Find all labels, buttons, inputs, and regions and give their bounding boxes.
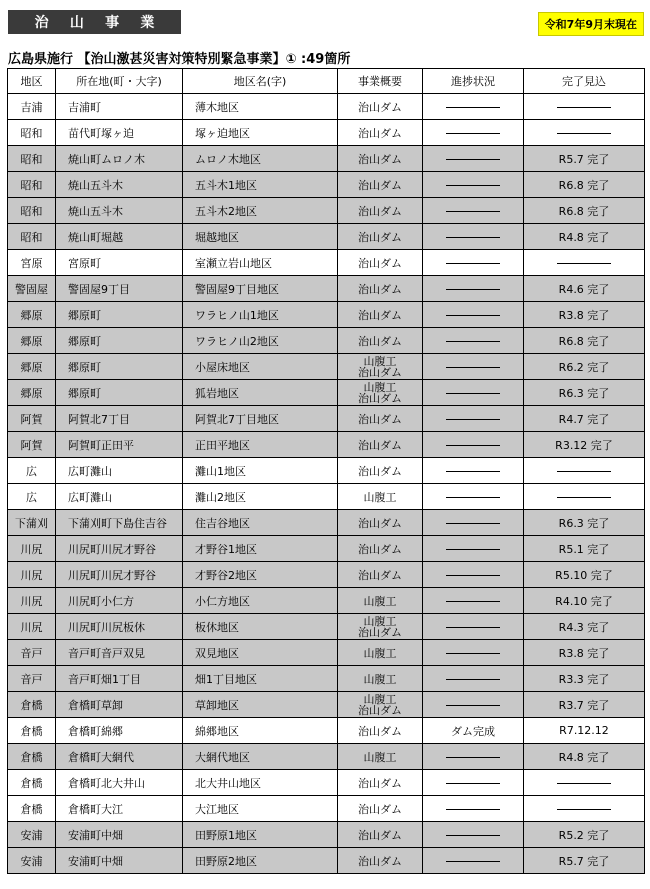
cell-location: 焼山五斗木 (56, 172, 183, 198)
title-char: 山 (69, 15, 84, 31)
cell-completion (524, 770, 645, 796)
cell-work: 治山ダム (338, 796, 423, 822)
cell-completion (524, 796, 645, 822)
cell-work (338, 614, 423, 640)
table-row (8, 198, 645, 224)
empty-dash (446, 861, 500, 862)
cell-location: 川尻町川尻板休 (56, 614, 183, 640)
cell-location: 苗代町塚ヶ迫 (56, 120, 183, 146)
empty-dash (557, 263, 611, 264)
cell-district: 広 (8, 458, 56, 484)
work-item: 治山ダム (358, 365, 402, 379)
cell-district: 音戸 (8, 666, 56, 692)
empty-dash (446, 393, 500, 394)
empty-dash (446, 471, 500, 472)
cell-location: 広町灘山 (56, 458, 183, 484)
cell-location: 安浦町中畑 (56, 822, 183, 848)
cell-work: 治山ダム (338, 198, 423, 224)
cell-work: 治山ダム (338, 224, 423, 250)
empty-dash (446, 809, 500, 810)
cell-site: ワラヒノ山1地区 (183, 302, 338, 328)
cell-work: 治山ダム (338, 822, 423, 848)
work-stack (338, 382, 422, 404)
cell-work (338, 380, 423, 406)
work-stack (338, 356, 422, 378)
cell-progress (423, 172, 524, 198)
cell-site: 田野原2地区 (183, 848, 338, 874)
cell-location: 焼山町堀越 (56, 224, 183, 250)
cell-completion: R6.2 完了 (524, 354, 645, 380)
cell-completion (524, 250, 645, 276)
empty-dash (446, 107, 500, 108)
cell-site: 小屋床地区 (183, 354, 338, 380)
work-item: 山腹工 (363, 354, 397, 368)
table-row (8, 146, 645, 172)
cell-progress (423, 354, 524, 380)
empty-dash (446, 679, 500, 680)
work-stack (338, 694, 422, 716)
cell-work: 山腹工 (338, 744, 423, 770)
title-char: 業 (140, 15, 155, 31)
cell-site: 塚ヶ迫地区 (183, 120, 338, 146)
cell-progress (423, 848, 524, 874)
work-stack (338, 616, 422, 638)
cell-site: 灘山2地区 (183, 484, 338, 510)
cell-location: 川尻町川尻才野谷 (56, 562, 183, 588)
cell-progress (423, 640, 524, 666)
cell-completion: R3.8 完了 (524, 302, 645, 328)
empty-dash (446, 601, 500, 602)
table-row (8, 614, 645, 640)
cell-work: 治山ダム (338, 172, 423, 198)
cell-progress (423, 770, 524, 796)
cell-progress (423, 302, 524, 328)
cell-site: 才野谷2地区 (183, 562, 338, 588)
empty-dash (557, 783, 611, 784)
empty-dash (446, 783, 500, 784)
table-row (8, 848, 645, 874)
empty-dash (446, 341, 500, 342)
cell-progress: ダム完成 (423, 718, 524, 744)
cell-location: 倉橋町綿郷 (56, 718, 183, 744)
cell-progress (423, 146, 524, 172)
table-row (8, 224, 645, 250)
cell-site: 双見地区 (183, 640, 338, 666)
cell-work (338, 692, 423, 718)
work-item: 山腹工 (363, 614, 397, 628)
cell-completion (524, 484, 645, 510)
cell-progress (423, 458, 524, 484)
empty-dash (446, 159, 500, 160)
work-item: 治山ダム (358, 391, 402, 405)
empty-dash (557, 133, 611, 134)
empty-dash (446, 237, 500, 238)
cell-location: 焼山町ムロノ木 (56, 146, 183, 172)
cell-progress (423, 614, 524, 640)
cell-district: 広 (8, 484, 56, 510)
cell-work: 治山ダム (338, 328, 423, 354)
cell-work: 治山ダム (338, 94, 423, 120)
cell-district: 昭和 (8, 146, 56, 172)
cell-site: 才野谷1地区 (183, 536, 338, 562)
cell-district: 川尻 (8, 614, 56, 640)
cell-district: 昭和 (8, 172, 56, 198)
cell-location: 倉橋町北大井山 (56, 770, 183, 796)
cell-site: 警固屋9丁目地区 (183, 276, 338, 302)
cell-location: 広町灘山 (56, 484, 183, 510)
cell-district: 吉浦 (8, 94, 56, 120)
table-row (8, 94, 645, 120)
cell-district: 阿賀 (8, 432, 56, 458)
cell-completion: R3.8 完了 (524, 640, 645, 666)
cell-location: 郷原町 (56, 302, 183, 328)
cell-site: ワラヒノ山2地区 (183, 328, 338, 354)
cell-district: 昭和 (8, 198, 56, 224)
cell-completion: R5.1 完了 (524, 536, 645, 562)
cell-progress (423, 484, 524, 510)
cell-site: 北大井山地区 (183, 770, 338, 796)
col-header-district: 地区 (8, 69, 56, 94)
empty-dash (446, 523, 500, 524)
cell-progress (423, 588, 524, 614)
cell-work: 治山ダム (338, 718, 423, 744)
cell-work: 治山ダム (338, 302, 423, 328)
cell-site: 堀越地区 (183, 224, 338, 250)
cell-district: 川尻 (8, 588, 56, 614)
cell-completion (524, 120, 645, 146)
title-char: 治 (34, 15, 49, 31)
cell-district: 宮原 (8, 250, 56, 276)
empty-dash (446, 315, 500, 316)
empty-dash (446, 185, 500, 186)
cell-progress (423, 250, 524, 276)
cell-site: 小仁方地区 (183, 588, 338, 614)
cell-progress (423, 406, 524, 432)
table-row (8, 120, 645, 146)
table-row (8, 510, 645, 536)
col-header-completion: 完了見込 (524, 69, 645, 94)
cell-location: 音戸町畑1丁目 (56, 666, 183, 692)
cell-district: 郷原 (8, 328, 56, 354)
empty-dash (446, 133, 500, 134)
cell-location: 下蒲刈町下島住吉谷 (56, 510, 183, 536)
cell-work: 治山ダム (338, 432, 423, 458)
cell-work: 山腹工 (338, 666, 423, 692)
cell-location: 郷原町 (56, 380, 183, 406)
empty-dash (446, 419, 500, 420)
cell-progress (423, 562, 524, 588)
cell-progress (423, 432, 524, 458)
cell-district: 倉橋 (8, 692, 56, 718)
table-row (8, 172, 645, 198)
cell-location: 吉浦町 (56, 94, 183, 120)
table-row (8, 458, 645, 484)
cell-location: 倉橋町大網代 (56, 744, 183, 770)
cell-completion: R3.7 完了 (524, 692, 645, 718)
cell-site: 畑1丁目地区 (183, 666, 338, 692)
cell-work: 治山ダム (338, 276, 423, 302)
cell-completion (524, 94, 645, 120)
cell-completion: R5.2 完了 (524, 822, 645, 848)
cell-progress (423, 380, 524, 406)
empty-dash (446, 757, 500, 758)
col-header-progress: 進捗状況 (423, 69, 524, 94)
cell-site: 板休地区 (183, 614, 338, 640)
cell-work: 治山ダム (338, 406, 423, 432)
cell-site: 室瀬立岩山地区 (183, 250, 338, 276)
cell-completion: R5.10 完了 (524, 562, 645, 588)
cell-site: 五斗木1地区 (183, 172, 338, 198)
empty-dash (446, 367, 500, 368)
cell-progress (423, 120, 524, 146)
cell-progress (423, 822, 524, 848)
work-item: 治山ダム (358, 625, 402, 639)
cell-site: 田野原1地区 (183, 822, 338, 848)
col-header-site: 地区名(字) (183, 69, 338, 94)
cell-progress (423, 666, 524, 692)
cell-district: 川尻 (8, 536, 56, 562)
empty-dash (446, 497, 500, 498)
empty-dash (557, 471, 611, 472)
cell-completion: R7.12.12 (524, 718, 645, 744)
cell-site: 阿賀北7丁目地区 (183, 406, 338, 432)
cell-progress (423, 536, 524, 562)
table-row (8, 484, 645, 510)
cell-district: 安浦 (8, 822, 56, 848)
project-table (7, 68, 645, 874)
cell-district: 倉橋 (8, 718, 56, 744)
cell-completion: R4.6 完了 (524, 276, 645, 302)
cell-location: 阿賀町正田平 (56, 432, 183, 458)
cell-district: 音戸 (8, 640, 56, 666)
cell-work: 治山ダム (338, 458, 423, 484)
cell-work: 治山ダム (338, 510, 423, 536)
empty-dash (446, 289, 500, 290)
cell-completion: R5.7 完了 (524, 848, 645, 874)
work-item: 山腹工 (363, 692, 397, 706)
cell-completion: R4.8 完了 (524, 744, 645, 770)
as-of-date-badge: 令和7年9月末現在 (538, 12, 644, 36)
cell-location: 倉橋町大江 (56, 796, 183, 822)
cell-district: 郷原 (8, 354, 56, 380)
cell-completion: R3.3 完了 (524, 666, 645, 692)
table-row (8, 432, 645, 458)
table-row (8, 250, 645, 276)
cell-site: 住吉谷地区 (183, 510, 338, 536)
section-title (8, 10, 181, 34)
cell-progress (423, 510, 524, 536)
cell-location: 郷原町 (56, 328, 183, 354)
cell-district: 昭和 (8, 120, 56, 146)
cell-work: 治山ダム (338, 536, 423, 562)
empty-dash (557, 497, 611, 498)
col-header-work: 事業概要 (338, 69, 423, 94)
empty-dash (446, 835, 500, 836)
cell-progress (423, 276, 524, 302)
empty-dash (446, 653, 500, 654)
table-row (8, 822, 645, 848)
cell-district: 郷原 (8, 380, 56, 406)
cell-completion: R4.7 完了 (524, 406, 645, 432)
cell-location: 警固屋9丁目 (56, 276, 183, 302)
cell-work: 山腹工 (338, 640, 423, 666)
empty-dash (446, 549, 500, 550)
cell-progress (423, 94, 524, 120)
cell-district: 昭和 (8, 224, 56, 250)
cell-work: 治山ダム (338, 562, 423, 588)
empty-dash (446, 627, 500, 628)
cell-site: 正田平地区 (183, 432, 338, 458)
cell-completion: R4.3 完了 (524, 614, 645, 640)
cell-work: 山腹工 (338, 588, 423, 614)
table-row (8, 406, 645, 432)
table-row (8, 588, 645, 614)
cell-site: 草卸地区 (183, 692, 338, 718)
cell-work: 治山ダム (338, 146, 423, 172)
cell-district: 倉橋 (8, 796, 56, 822)
empty-dash (557, 809, 611, 810)
cell-progress (423, 198, 524, 224)
table-row (8, 744, 645, 770)
title-char: 事 (105, 15, 120, 31)
cell-site: 綿郷地区 (183, 718, 338, 744)
cell-work: 治山ダム (338, 848, 423, 874)
cell-site: 薄木地区 (183, 94, 338, 120)
empty-dash (446, 263, 500, 264)
cell-location: 川尻町小仁方 (56, 588, 183, 614)
cell-completion: R6.3 完了 (524, 380, 645, 406)
cell-district: 川尻 (8, 562, 56, 588)
cell-site: 狐岩地区 (183, 380, 338, 406)
table-row (8, 380, 645, 406)
cell-district: 阿賀 (8, 406, 56, 432)
table-subtitle: 広島県施行 【治山激甚災害対策特別緊急事業】① :49箇所 (8, 52, 351, 67)
cell-work: 山腹工 (338, 484, 423, 510)
cell-progress (423, 224, 524, 250)
table-row (8, 354, 645, 380)
cell-work: 治山ダム (338, 250, 423, 276)
cell-progress (423, 744, 524, 770)
cell-district: 郷原 (8, 302, 56, 328)
cell-location: 音戸町音戸双見 (56, 640, 183, 666)
table-row (8, 640, 645, 666)
cell-completion: R5.7 完了 (524, 146, 645, 172)
cell-completion: R6.8 完了 (524, 328, 645, 354)
cell-work (338, 354, 423, 380)
cell-site: 大網代地区 (183, 744, 338, 770)
work-item: 治山ダム (358, 703, 402, 717)
cell-site: 灘山1地区 (183, 458, 338, 484)
table-row (8, 770, 645, 796)
empty-dash (557, 107, 611, 108)
cell-site: ムロノ木地区 (183, 146, 338, 172)
table-row (8, 718, 645, 744)
cell-work: 治山ダム (338, 770, 423, 796)
table-header-row (8, 69, 645, 94)
cell-progress (423, 328, 524, 354)
empty-dash (446, 211, 500, 212)
cell-progress (423, 692, 524, 718)
cell-completion: R6.8 完了 (524, 172, 645, 198)
cell-completion: R6.3 完了 (524, 510, 645, 536)
table-row (8, 562, 645, 588)
cell-site: 大江地区 (183, 796, 338, 822)
cell-district: 倉橋 (8, 770, 56, 796)
empty-dash (446, 575, 500, 576)
empty-dash (446, 445, 500, 446)
table-row (8, 692, 645, 718)
table-row (8, 328, 645, 354)
cell-progress (423, 796, 524, 822)
cell-completion: R4.10 完了 (524, 588, 645, 614)
cell-location: 安浦町中畑 (56, 848, 183, 874)
cell-site: 五斗木2地区 (183, 198, 338, 224)
cell-location: 倉橋町草卸 (56, 692, 183, 718)
cell-location: 阿賀北7丁目 (56, 406, 183, 432)
cell-district: 下蒲刈 (8, 510, 56, 536)
table-row (8, 796, 645, 822)
col-header-location: 所在地(町・大字) (56, 69, 183, 94)
cell-work: 治山ダム (338, 120, 423, 146)
table-row (8, 276, 645, 302)
cell-completion: R6.8 完了 (524, 198, 645, 224)
cell-location: 川尻町川尻才野谷 (56, 536, 183, 562)
cell-district: 安浦 (8, 848, 56, 874)
empty-dash (446, 705, 500, 706)
cell-district: 警固屋 (8, 276, 56, 302)
table-body (8, 94, 645, 874)
cell-completion: R4.8 完了 (524, 224, 645, 250)
cell-district: 倉橋 (8, 744, 56, 770)
work-item: 山腹工 (363, 380, 397, 394)
table-row (8, 536, 645, 562)
cell-location: 宮原町 (56, 250, 183, 276)
table-row (8, 302, 645, 328)
cell-location: 郷原町 (56, 354, 183, 380)
cell-completion: R3.12 完了 (524, 432, 645, 458)
cell-completion (524, 458, 645, 484)
table-row (8, 666, 645, 692)
cell-location: 焼山五斗木 (56, 198, 183, 224)
